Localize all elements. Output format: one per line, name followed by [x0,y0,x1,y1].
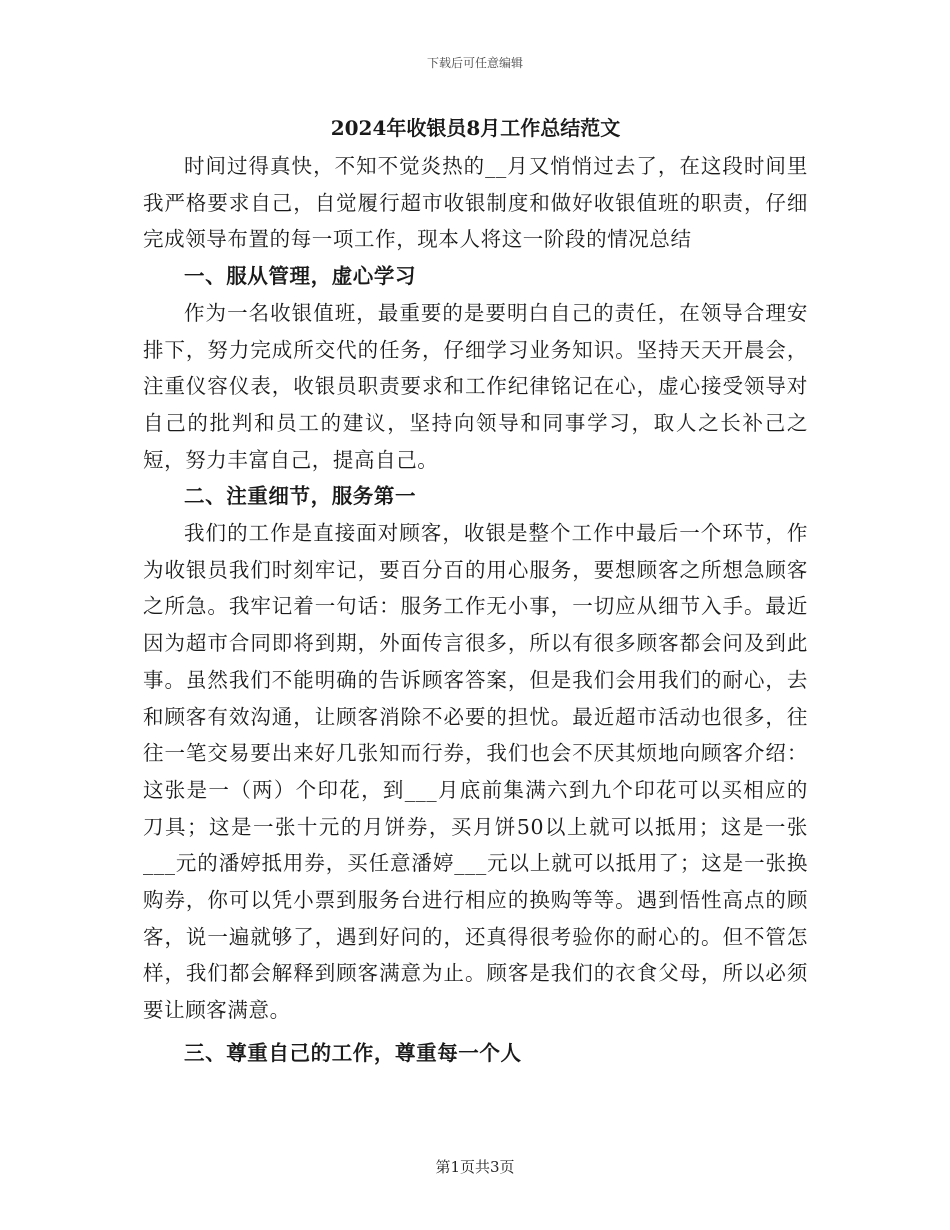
document-title: 2024年收银员8月工作总结范文 [330,116,621,140]
document-body [143,108,808,1072]
section-1-heading: 一、服从管理，虚心学习 [184,264,417,289]
section-3-heading: 三、尊重自己的工作，尊重每一个人 [184,1040,522,1065]
section-2-heading: 二、注重细节，服务第一 [184,484,417,509]
page-footer-indicator: 第1页共3页 [435,1158,515,1176]
intro-paragraph: 时间过得真快，不知不觉炎热的__月又悄悄过去了，在这段时间里我严格要求自己，自觉履行超市收银制度和做好收银值班的职责，仔细完成领导布置的每一项工作，现本人将这一阶段的情况总结 [143,154,808,252]
page-header-note: 下载后可任意编辑 [426,56,523,70]
section-1-body: 作为一名收银值班，最重要的是要明白自己的责任，在领导合理安排下，努力完成所交代的任务，仔细学习业务知识。坚持天天开晨会，注重仪容仪表，收银员职责要求和工作纪律铭记在心，虚心接受领导对自己的批判和员工的建议，坚持向领导和同事学习，取人之长补己之短，努力丰富自己，提高自己。 [143,300,808,472]
section-2-body: 我们的工作是直接面对顾客，收银是整个工作中最后一个环节，作为收银员我们时刻牢记，要百分百的用心服务，要想顾客之所想急顾客之所急。我牢记着一句话：服务工作无小事，一切应从细节入手。最近因为超市合同即将到期，外面传言很多，所以有很多顾客都会问及到此事。虽然我们不能明确的告诉顾客答案，但是我们会用我们的耐心，去和顾客有效沟通，让顾客消除不必要的担忧。最近超市活动也很多，往往一笔交易要出来好几张知而行券，我们也会不厌其烦地向顾客介绍：这张是一（两）个印花，到___月底前集满六到九个印花可以买相应的刀具；这是一张十元的月饼券，买月饼50以上就可以抵用；这是一张___元的潘婷抵用券，买任意潘婷___元以上就可以抵用了；这是一张换购券，你可以凭小票到服务台进行相应的换购等等。遇到悟性高点的顾客，说一遍就够了，遇到好问的，还真得很考验你的耐心的。但不管怎样，我们都会解释到顾客满意为止。顾客是我们的衣食父母，所以必须要让顾客满意。 [143,521,808,1023]
